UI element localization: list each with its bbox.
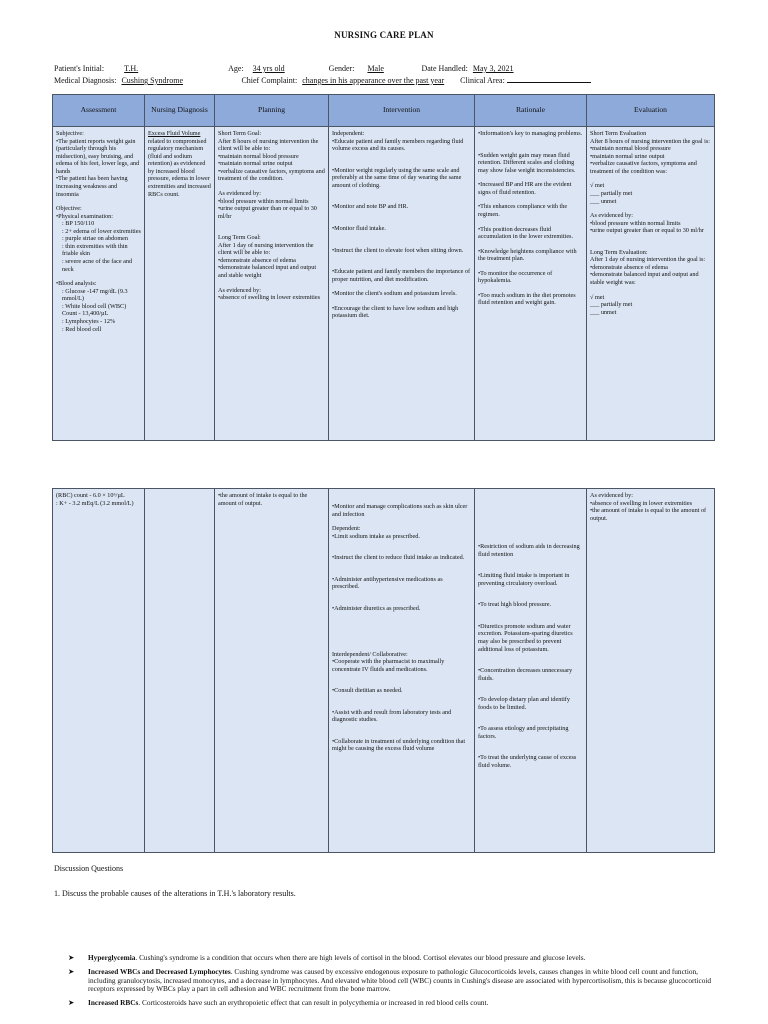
rationale-item: • To monitor the occurrence of hypokalemia. [478,270,583,285]
arrow-bullet-icon: ➤ [68,998,75,1007]
objective-label: Objective: [56,205,82,213]
discussion-heading: Discussion Questions [54,864,124,873]
header-rationale: Rationale [475,95,587,127]
rationale-item: • To treat the underlying cause of excess fluid volume. [478,754,583,769]
intervention-item: • Collaborate in treatment of underlying condition that might be causing the excess fluid volume [332,738,471,753]
intervention-item: • Monitor weight regularly using the same scale and preferably at the same time of day wearing the same amount of clothing. [332,167,471,190]
physical-exam-label: • Physical examination: [56,213,141,221]
clinical-area [507,74,591,83]
patient-initial: T.H. [124,64,139,73]
assessment-cell [53,489,145,853]
subjective-label: Subjective: [56,130,84,137]
evidence-item: • absence of swelling in lower extremities [590,500,711,508]
intervention-item: • Limit sodium intake as prescribed. [332,533,471,541]
independent-label: Independent: [332,130,365,137]
evaluation-cell [587,489,715,853]
lab-result: : Red blood cell [62,325,102,333]
answer-title: Increased RBCs [88,998,139,1007]
evaluation-item: • demonstrate absence of edema [590,264,711,272]
status-unmet: ___ unmet [590,197,617,205]
subjective-item: • The patient reports weight gain (particularly through his midsection), easy bruising, and edema of his feet, lower legs, and hands [56,138,141,176]
medical-diagnosis: Cushing Syndrome [121,76,183,85]
goal-item: • demonstrate balanced input and output and stable weight [218,264,325,279]
intervention-item: • Monitor the client's sodium and potassium levels. [332,290,471,298]
planning-cell [215,127,329,441]
intervention-cell [329,489,475,853]
short-term-evaluation: After 8 hours of nursing intervention the goal is: [590,137,710,145]
goal-item: • maintain normal blood pressure [218,153,325,161]
rationale-item: • Concentration decreases unnecessary fluids. [478,667,583,682]
rationale-item: • Restriction of sodium aids in decreasing fluid retention [478,543,583,558]
goal-item: • maintain normal urine output [218,160,325,168]
arrow-bullet-icon: ➤ [68,966,75,976]
short-term-goal-label: Short Term Goal: [218,130,262,137]
answer-item [68,999,716,1008]
lab-result: : Glucose -147 mg/dL (9.3 mmol/L) [62,287,128,303]
exam-finding: : severe acne of the face and neck [62,258,133,273]
intervention-item: • Consult dietitian as needed. [332,687,471,695]
exam-finding: : 2+ edema of lower extremities [62,227,141,235]
evidence-item: • blood pressure within normal limits [590,220,711,228]
exam-finding: : thin extremities with thin friable skin [62,242,128,258]
intervention-item: • Instruct the client to reduce fluid intake as indicated. [332,554,471,562]
planning-cell [215,489,329,853]
evidence-label: As evidenced by: [590,212,633,220]
evidence-item: • urine output greater than or equal to 30 ml/hr [590,227,711,235]
care-plan-table [52,94,715,441]
intervention-item: • Monitor and manage complications such as skin ulcer and infection [332,503,471,518]
page-title: NURSING CARE PLAN [334,30,434,40]
patient-info-line-2 [54,74,591,85]
intervention-item: • Monitor fluid intake. [332,225,471,233]
answer-item [68,968,716,994]
goal-item: • demonstrate absence of edema [218,257,325,265]
evaluation-cell [587,127,715,441]
exam-finding: : BP 150/110 [62,220,95,228]
age-label: Age: [228,64,244,73]
evidence-label: As evidenced by: [590,492,633,499]
short-term-evaluation-label: Short Term Evaluation [590,130,647,137]
intervention-item: • Monitor and note BP and HR. [332,203,471,211]
rationale-item: • This position decreases fluid accumulation in the lower extremities. [478,226,583,241]
lab-result: (RBC) count - 6.0 × 10⁶/µL [56,492,125,499]
blood-analysis-label: • Blood analysis: [56,280,141,288]
rationale-item: • Information's key to managing problems. [478,130,583,138]
status-partially-met: ___ partially met [590,189,633,197]
answer-text: . Corticosteroids have such an erythropoietic effect that can result in polycythemia or increased in red blood cells count. [138,998,489,1007]
diagnosis-label: Medical Diagnosis: [54,76,117,85]
answer-text: . Cushing's syndrome is a condition that occurs when there are high levels of cortisol in the blood. Cortisol elevates our blood pressure and glucose levels. [135,953,586,962]
intervention-item: • Assist with and result from laboratory tests and diagnostic studies. [332,709,471,724]
lab-result: : K+ - 3.2 mEq/L (3.2 mmol/L) [56,499,134,507]
evaluation-item: • verbalize causative factors, symptoms and treatment of the condition was: [590,160,711,175]
intervention-item: • Cooperate with the pharmacist to maximally concentrate IV fluids and medications. [332,658,471,673]
gender-label: Gender: [328,64,355,73]
long-term-evaluation: After 1 day of nursing intervention the goal is: [590,256,706,264]
care-plan-table-continued [52,488,715,853]
chief-complaint: changes in his appearance over the past year [302,76,445,85]
rationale-item: • Knowledge heightens compliance with the treatment plan. [478,248,583,263]
rationale-item: • Sudden weight gain may mean fluid retention. Different scales and clothing may show false weight inconsistencies. [478,152,583,175]
evidence-item: • the amount of intake is equal to the amount of output. [590,507,711,522]
header-nursing-diagnosis: Nursing Diagnosis [145,95,215,127]
rationale-item: • Limiting fluid intake is important in preventing circulatory overload. [478,572,583,587]
long-term-goal: After 1 day of nursing intervention the client will be able to: [218,241,314,257]
initial-label: Patient's Initial: [54,64,105,73]
dependent-label: Dependent: [332,525,361,533]
intervention-item: • Administer antihypertensive medications as prescribed. [332,576,471,591]
arrow-bullet-icon: ➤ [68,953,75,962]
lab-result: : White blood cell (WBC) Count - 13,400/µL [62,302,127,318]
evaluation-item: • maintain normal blood pressure [590,145,711,153]
date-handled: May 3, 2021 [472,64,514,73]
patient-gender: Male [367,64,384,73]
diagnosis-lead: Excess Fluid Volume [148,130,201,137]
exam-finding: : purple striae on abdomen [62,235,128,243]
intervention-item: • Encourage the client to have low sodium and high potassium diet. [332,305,471,320]
rationale-cell [475,489,587,853]
complaint-label: Chief Complaint: [241,76,298,85]
status-met: √ met [590,293,605,301]
rationale-item: • Diuretics promote sodium and water excretion. Potassium-sparing diuretics may also be prescribed to prevent additional loss of potassium. [478,623,583,653]
header-planning: Planning [215,95,329,127]
patient-info-line-1 [54,64,549,73]
long-term-evaluation-label: Long Term Evaluation: [590,248,648,256]
assessment-cell [53,127,145,441]
rationale-item: • This enhances compliance with the regimen. [478,203,583,218]
nursing-diagnosis-cell [145,127,215,441]
patient-age: 34 yrs old [252,64,285,73]
long-term-goal-label: Long Term Goal: [218,234,261,242]
date-label: Date Handled: [421,64,468,73]
subjective-item: • The patient has been having increasing weakness and insomnia [56,175,141,198]
rationale-item: • To develop dietary plan and identify foods to be limited. [478,696,583,711]
lab-result: : Lymphocytes - 12% [62,317,116,325]
evidence-item: • blood pressure within normal limits [218,198,325,206]
evidence-item: • absence of swelling in lower extremities [218,294,325,302]
table-row [53,127,715,441]
nursing-diagnosis-cell [145,489,215,853]
discussion-question: 1. Discuss the probable causes of the alterations in T.H.'s laboratory results. [54,889,296,898]
evidence-label: As evidenced by: [218,189,261,197]
evaluation-item: • maintain normal urine output [590,153,711,161]
diagnosis-text: related to compromised regulatory mechanism (fluid and sodium retention) as evidenced by increased blood pressure, edema in lower extremities and increased RBCs count. [148,137,211,198]
answer-title: Hyperglycemia [88,953,136,962]
discussion-answers [68,954,716,1013]
status-met: √ met [590,182,605,190]
header-row [53,95,715,127]
short-term-goal: After 8 hours of nursing intervention the client will be able to: [218,137,319,153]
rationale-item: • Too much sodium in the diet promotes fluid retention and weight gain. [478,292,583,307]
evidence-label: As evidenced by: [218,286,261,294]
rationale-item: • Increased BP and HR are the evident signs of fluid retention. [478,181,583,196]
intervention-cell [329,127,475,441]
rationale-item: • To assess etiology and precipitating factors. [478,725,583,740]
table-row [53,489,715,853]
goal-item: • verbalize causative factors, symptoms and treatment of the condition. [218,168,325,183]
answer-text: . Cushing syndrome was caused by excessive endogenous exposure to pathologic Glucocorticoids levels, causes changes in white blood cell count and function, including granulocytosis, increased monocytes, and a decrease in lymphocytes. And elevated white blood cell (WBC) counts in Cushing's disease are associated with hypercortisolism, this is because glucocorticoid receptors expressed by WBCs play a part in cell adhesion and WBC recruitment from the bone marrow. [88,966,712,994]
status-unmet: ___ unmet [590,308,617,316]
rationale-item: • To treat high blood pressure. [478,601,583,609]
intervention-item: • Educate patient and family members regarding fluid volume excess and its causes. [332,138,471,153]
evidence-item: • urine output greater than or equal to 30 ml/hr [218,205,325,220]
header-evaluation: Evaluation [587,95,715,127]
answer-title: Increased WBCs and Decreased Lymphocytes [88,966,231,976]
intervention-item: • Administer diuretics as prescribed. [332,605,471,613]
area-label: Clinical Area: [460,76,505,85]
evidence-item: • the amount of intake is equal to the amount of output. [218,492,325,507]
header-intervention: Intervention [329,95,475,127]
header-assessment: Assessment [53,95,145,127]
rationale-cell [475,127,587,441]
evaluation-item: • demonstrate balanced input and output and stable weight was: [590,271,711,286]
intervention-item: • Educate patient and family members the importance of proper nutrition, and diet modification. [332,268,471,283]
collaborative-label: Interdependent/ Collaborative: [332,650,408,658]
answer-item [68,954,716,963]
status-partially-met: ___ partially met [590,301,633,309]
intervention-item: • Instruct the client to elevate foot when sitting down. [332,247,471,255]
